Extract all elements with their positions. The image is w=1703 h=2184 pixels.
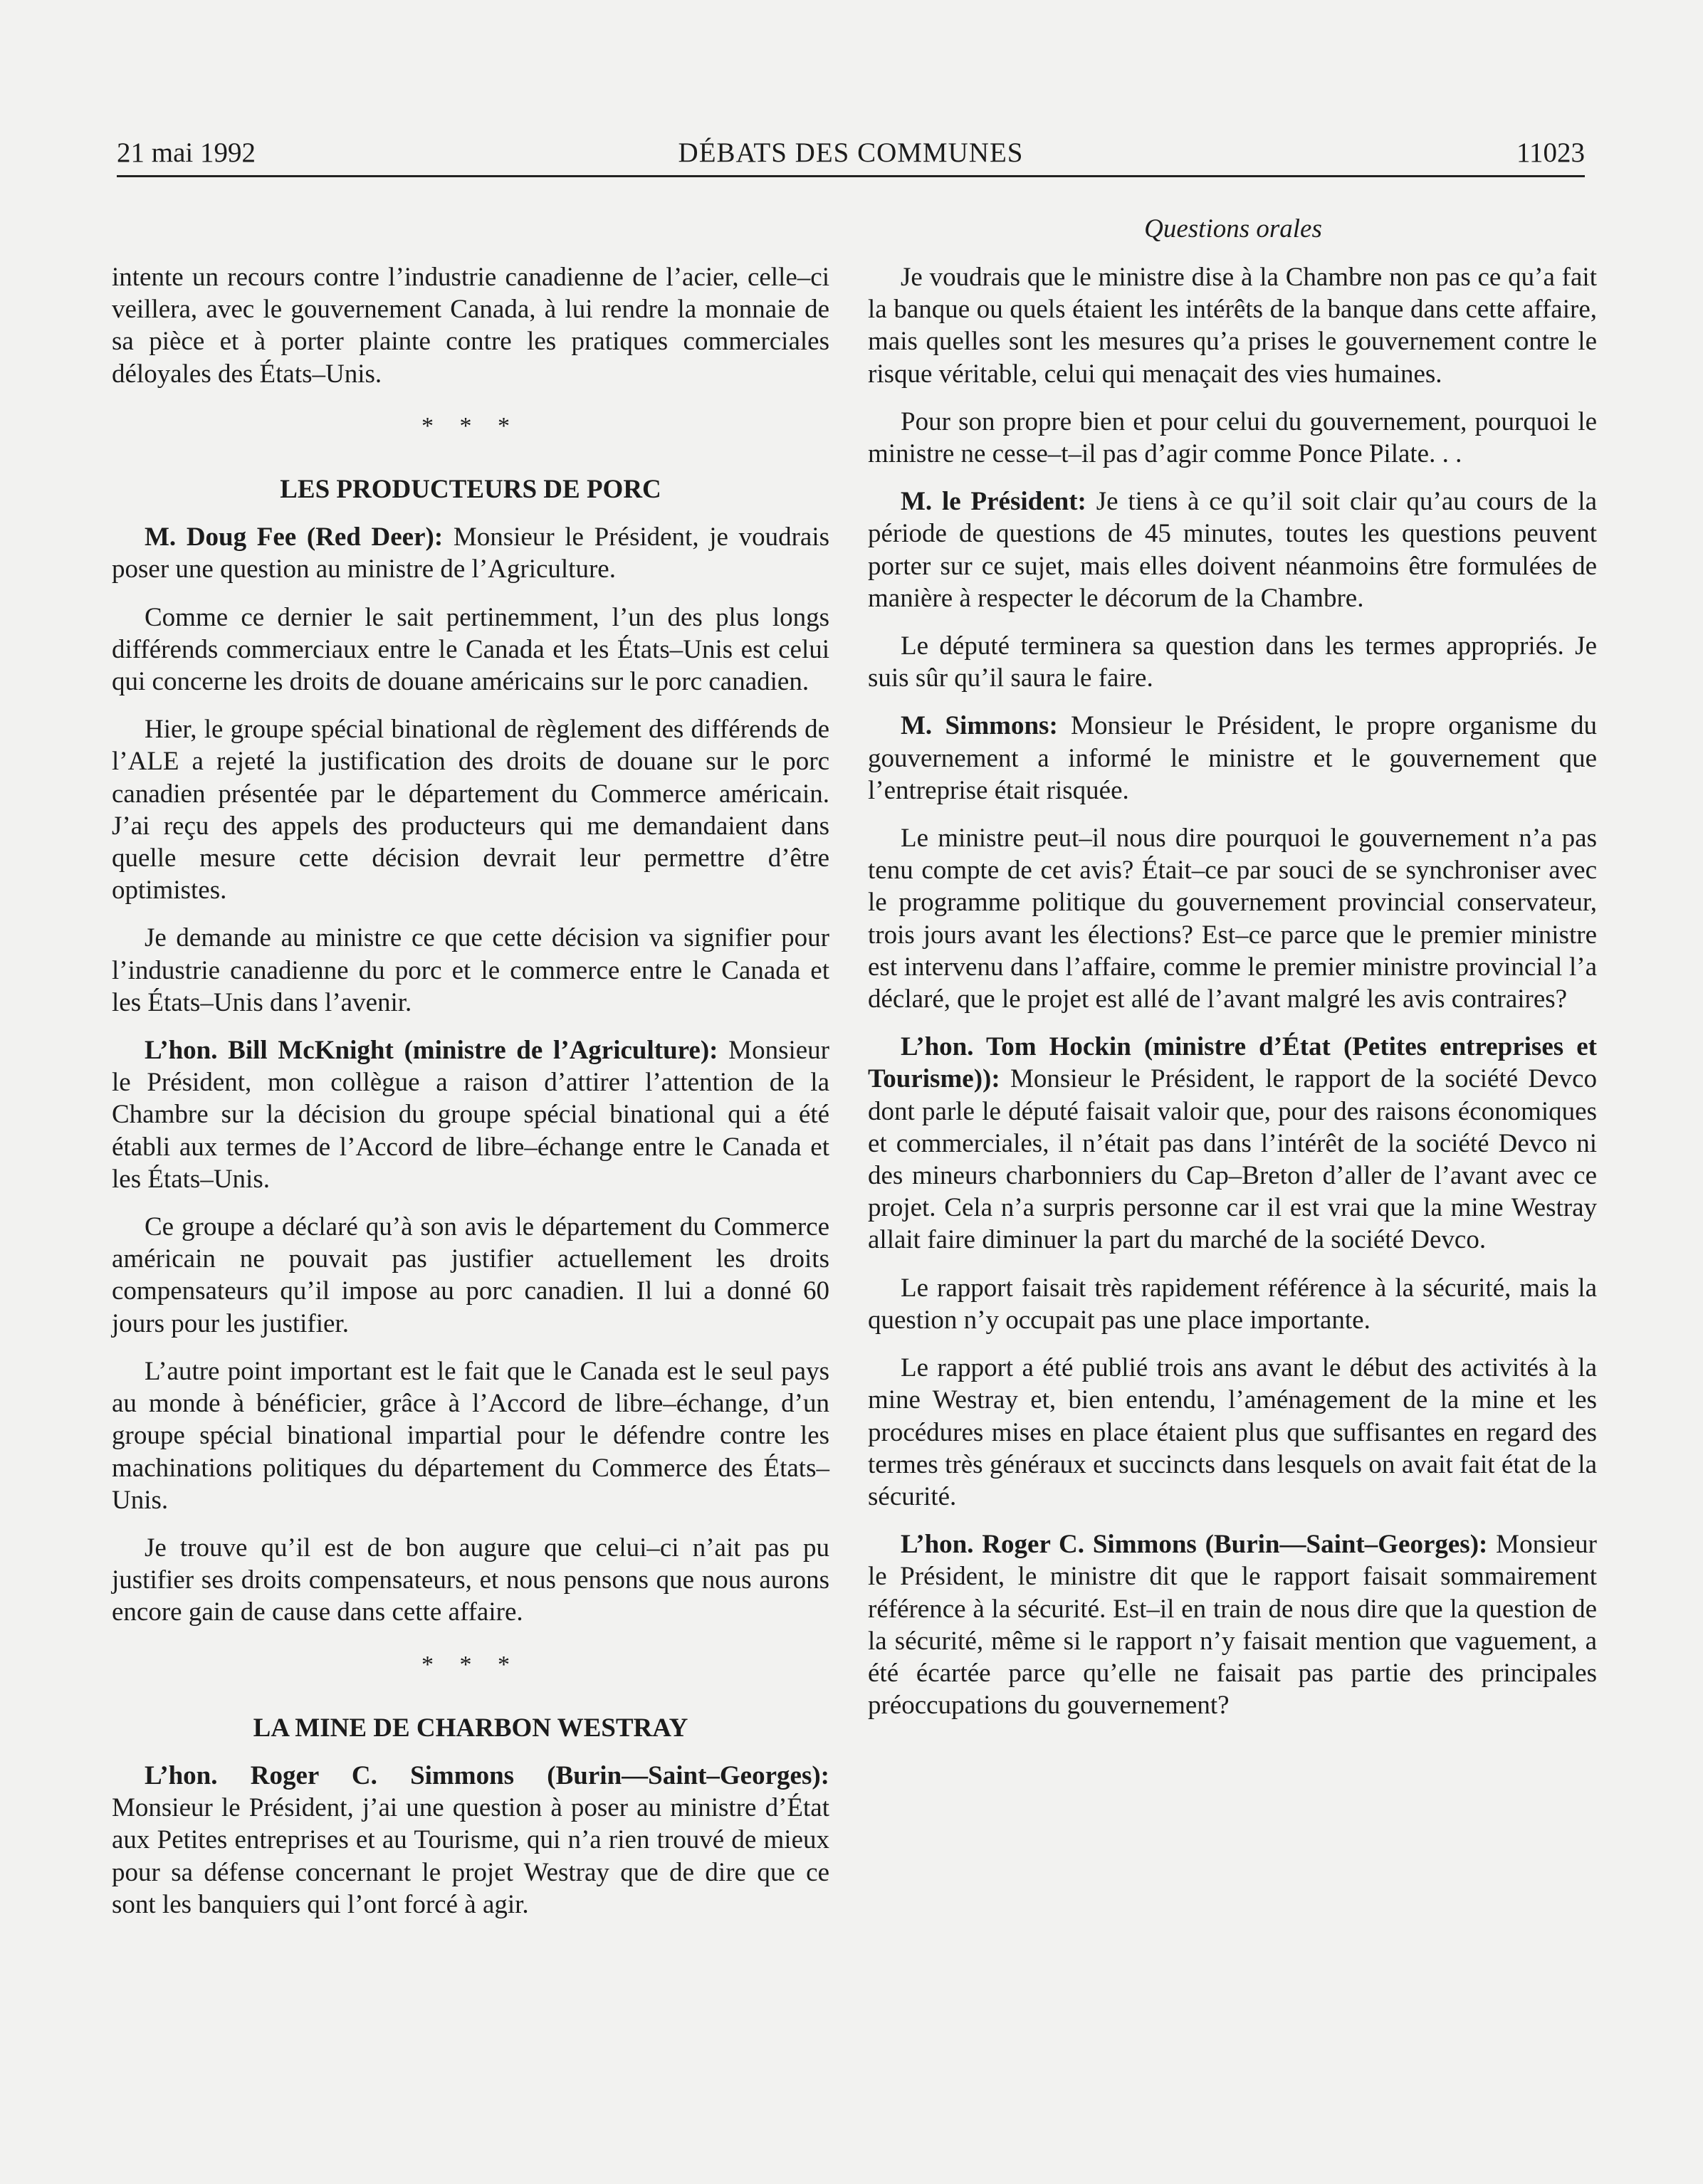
paragraph — [868, 1528, 1597, 1721]
header-date: 21 mai 1992 — [117, 137, 256, 168]
paragraph — [112, 1034, 829, 1195]
speaker-name: M. le Président: — [901, 487, 1086, 517]
paragraph — [868, 1031, 1597, 1256]
paragraph: Je voudrais que le ministre dise à la Chambre non pas ce qu’a fait la banque ou quels étaient les intérêts de la banque dans cette affaire, mais quelles sont les mesures qu’a prises le gouvernement contre le risque véritable, celui qui menaçait des vies humaines. — [868, 263, 1597, 389]
paragraph: Le député terminera sa question dans les termes appropriés. Je suis sûr qu’il saura le faire. — [868, 631, 1597, 693]
right-column — [868, 261, 1597, 1737]
paragraph: intente un recours contre l’industrie canadienne de l’acier, celle–ci veillera, avec le gouvernement Canada, à lui rendre la monnaie de sa pièce et à porter plainte contre les pratiques commerciales déloyales des États–Unis. — [112, 263, 829, 389]
speaker-name: M. Simmons: — [901, 711, 1058, 741]
speaker-name: L’hon. Roger C. Simmons (Burin—Saint–Georges): — [145, 1760, 829, 1790]
paragraph: Ce groupe a déclaré qu’à son avis le département du Commerce américain ne pouvait pas justifier actuellement les droits compensateurs qu’il impose au porc canadien. Il lui a donné 60 jours pour les justifier. — [112, 1212, 829, 1338]
paragraph: Le rapport faisait très rapidement référence à la sécurité, mais la question n’y occupait pas une place importante. — [868, 1273, 1597, 1335]
section-separator: * * * — [421, 412, 520, 439]
paragraph — [868, 710, 1597, 807]
running-header — [117, 132, 1585, 177]
paragraph: Je demande au ministre ce que cette décision va signifier pour l’industrie canadienne du porc et le commerce entre le Canada et les États–Unis dans l’avenir. — [112, 923, 829, 1017]
speaker-name: L’hon. Roger C. Simmons (Burin—Saint–Georges): — [901, 1530, 1488, 1560]
section-heading: LES PRODUCTEURS DE PORC — [280, 475, 661, 505]
header-page-number: 11023 — [1516, 137, 1585, 168]
speech-text: Je tiens à ce qu’il soit clair qu’au cours de la période de questions de 45 minutes, toutes les questions peuvent porter sur ce sujet, mais elles doivent néanmoins être formulées de manière à respecter le décorum de la Chambre. — [868, 487, 1597, 613]
paragraph: Le rapport a été publié trois ans avant le début des activités à la mine Westray et, bien entendu, l’aménagement de la mine et les procédures mises en place étaient plus que suffisantes en regard des termes très généraux et succincts dans lesquels on avait fait état de la sécurité. — [868, 1353, 1597, 1511]
paragraph — [112, 1760, 829, 1921]
paragraph: L’autre point important est le fait que le Canada est le seul pays au monde à bénéficier, grâce à l’Accord de libre–échange, d’un groupe spécial binational impartial pour le défendre contre les machinations politiques du département du Commerce des États–Unis. — [112, 1356, 829, 1515]
speech-text: Monsieur le Président, je voudrais poser une question au ministre de l’Agriculture. — [112, 523, 829, 584]
header-title: DÉBATS DES COMMUNES — [678, 137, 1024, 168]
speech-text: Monsieur le Président, j’ai une question à poser au ministre d’État aux Petites entreprises et au Tourisme, qui n’a rien trouvé de mieux pour sa défense concernant le projet Westray que de dire que ce sont les banquiers qui l’ont forcé à agir. — [112, 1793, 829, 1919]
section-label: Questions orales — [1144, 214, 1322, 243]
paragraph: Comme ce dernier le sait pertinemment, l’un des plus longs différends commerciaux entre le Canada et les États–Unis est celui qui concerne les droits de douane américains sur le porc canadien. — [112, 602, 829, 697]
section-heading: LA MINE DE CHARBON WESTRAY — [253, 1713, 688, 1743]
paragraph: Je trouve qu’il est de bon augure que celui–ci n’ait pas pu justifier ses droits compensateurs, et nous pensons que nous aurons encore gain de cause dans cette affaire. — [112, 1533, 829, 1627]
section-separator: * * * — [421, 1651, 520, 1678]
paragraph — [868, 485, 1597, 614]
speaker-name: L’hon. Bill McKnight (ministre de l’Agriculture): — [145, 1036, 718, 1066]
speech-text: Monsieur le Président, le rapport de la société Devco dont parle le député faisait valoir que, pour des raisons économiques et commerciales, il n’était pas dans l’intérêt de la société Devco ni des mineurs charbonniers du Cap–Breton d’aller de l’avant avec ce projet. Cela n’a surpris personne car il est vrai que la mine Westray allait faire diminuer la part du marché de la société Devco. — [868, 1064, 1597, 1255]
left-column — [112, 261, 829, 1936]
speaker-name: L’hon. Tom Hockin (ministre d’État (Petites entreprises et Tourisme)): — [868, 1032, 1597, 1094]
paragraph: Pour son propre bien et pour celui du gouvernement, pourquoi le ministre ne cesse–t–il pas d’agir comme Ponce Pilate. . . — [868, 406, 1597, 469]
paragraph: Hier, le groupe spécial binational de règlement des différends de l’ALE a rejeté la justification des droits de douane sur le porc canadien présentée par le département du Commerce américain. J’ai reçu des appels des producteurs qui me demandaient dans quelle mesure cette décision devrait leur permettre d’être optimistes. — [112, 715, 829, 905]
speech-text: Monsieur le Président, le propre organisme du gouvernement a informé le ministre et le gouvernement que l’entreprise était risquée. — [868, 711, 1597, 805]
speech-text: Monsieur le Président, le ministre dit que le rapport faisait sommairement référence à la sécurité. Est–il en train de nous dire que la question de la sécurité, même si le rapport n’y faisait mention que vaguement, a été écartée parce qu’elle ne faisait pas partie des principales préoccupations du gouvernement? — [868, 1530, 1597, 1721]
speaker-name: M. Doug Fee (Red Deer): — [145, 523, 444, 552]
paragraph — [112, 521, 829, 585]
paragraph: Le ministre peut–il nous dire pourquoi le gouvernement n’a pas tenu compte de cet avis? Était–ce par souci de se synchroniser avec le programme politique du gouvernement provincial conservateur, trois jours avant les élections? Est–ce parce que le premier ministre est intervenu dans l’affaire, comme le premier ministre provincial l’a déclaré, que le projet est allé de l’avant malgré les avis contraires? — [868, 824, 1597, 1014]
speech-text: Monsieur le Président, mon collègue a raison d’attirer l’attention de la Chambre sur la décision du groupe spécial binational qui a été établi aux termes de l’Accord de libre–échange entre le Canada et les États–Unis. — [112, 1036, 829, 1194]
